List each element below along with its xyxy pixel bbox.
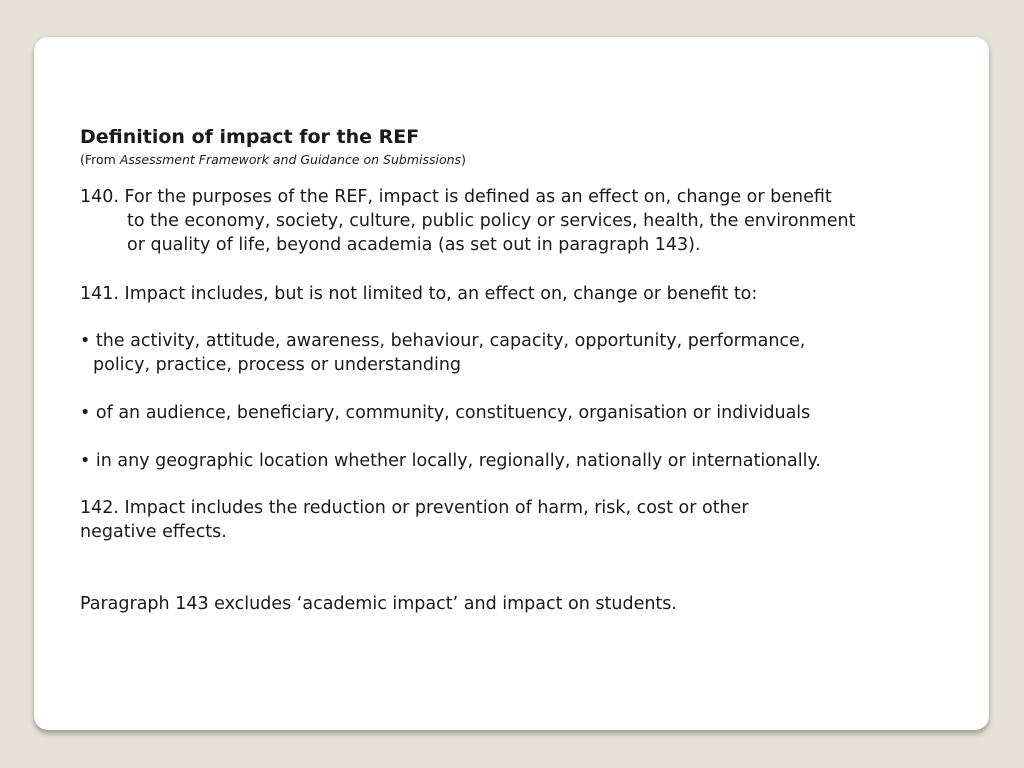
subtitle-source: Assessment Framework and Guidance on Submissions — [119, 152, 462, 167]
paragraph-141-line: 141. Impact includes, but is not limited to, an effect on, change or benefit to: — [80, 284, 758, 304]
slide-title: Definition of impact for the REF — [80, 126, 420, 148]
bullet-line: • in any geographic location whether locally, regionally, nationally or internationally. — [80, 451, 821, 471]
subtitle-prefix: (From — [80, 152, 120, 167]
bullet-line: • the activity, attitude, awareness, behaviour, capacity, opportunity, performance, — [80, 331, 806, 351]
subtitle-suffix: ) — [461, 152, 466, 167]
bullet-item-activity — [80, 329, 805, 377]
paragraph-142-line: negative effects. — [80, 522, 227, 542]
bullet-line: policy, practice, process or understanding — [93, 355, 462, 375]
paragraph-143-line: Paragraph 143 excludes ‘academic impact’ and impact on students. — [80, 594, 677, 614]
paragraph-142-line: 142. Impact includes the reduction or prevention of harm, risk, cost or other — [80, 498, 749, 518]
paragraph-140-line: 140. For the purposes of the REF, impact is defined as an effect on, change or benefit — [80, 187, 832, 207]
paragraph-140 — [80, 185, 855, 257]
bullet-item-location — [80, 449, 821, 473]
paragraph-143-note — [80, 592, 677, 616]
paragraph-141 — [80, 282, 757, 306]
bullet-line: • of an audience, beneficiary, community, constituency, organisation or individuals — [80, 403, 811, 423]
bullet-item-audience — [80, 401, 810, 425]
paragraph-142 — [80, 496, 749, 544]
paragraph-140-line: or quality of life, beyond academia (as set out in paragraph 143). — [127, 235, 701, 255]
slide-subtitle — [80, 152, 466, 167]
paragraph-140-line: to the economy, society, culture, public policy or services, health, the environment — [127, 211, 856, 231]
